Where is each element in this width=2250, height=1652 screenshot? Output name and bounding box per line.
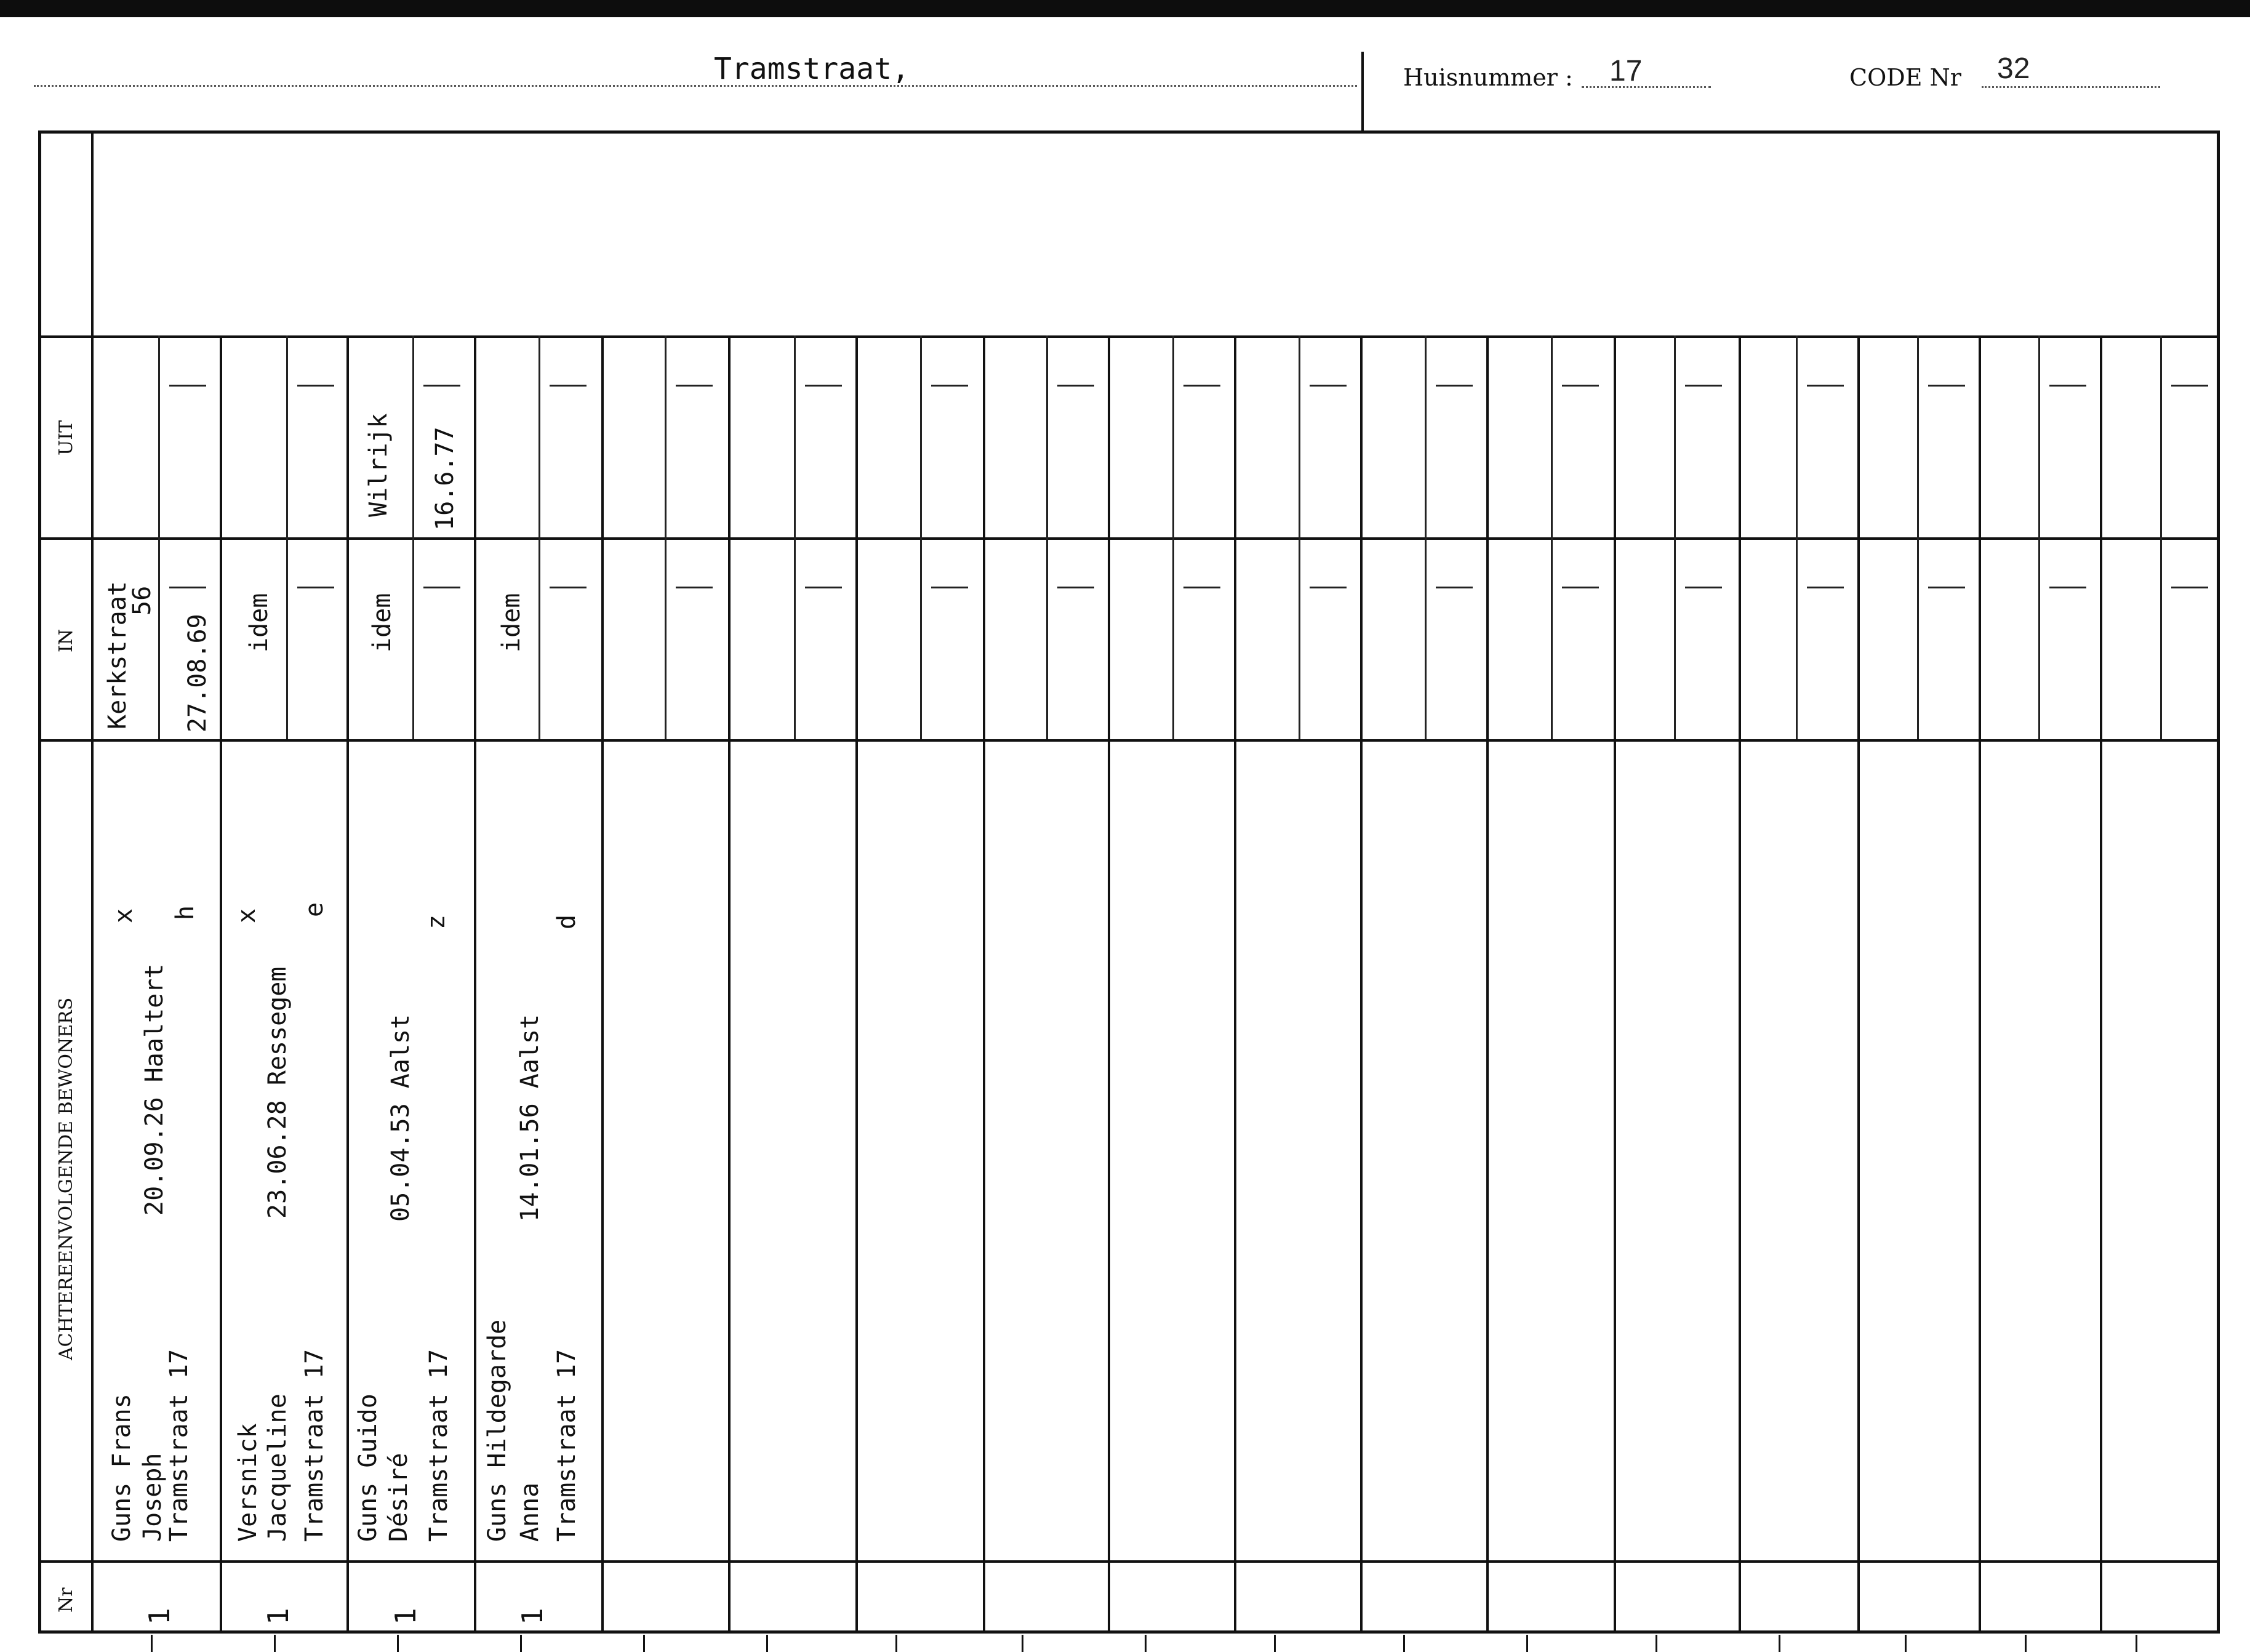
subcolumn-divider bbox=[286, 537, 288, 739]
empty-field-dash bbox=[1807, 587, 1844, 588]
resident-name-line2: Anna bbox=[516, 1482, 544, 1542]
column-divider bbox=[1857, 335, 1860, 1634]
column-divider bbox=[1486, 335, 1489, 1634]
empty-field-dash bbox=[297, 385, 334, 387]
subcolumn-divider bbox=[2160, 335, 2162, 537]
empty-field-dash bbox=[1685, 587, 1722, 588]
empty-field-dash bbox=[2171, 587, 2208, 588]
bottom-tick bbox=[2025, 1635, 2027, 1652]
column-divider bbox=[346, 335, 349, 1634]
resident-birth: 20.09.26 Haaltert bbox=[140, 963, 169, 1216]
subcolumn-divider bbox=[794, 335, 796, 537]
huisnummer-label: Huisnummer : bbox=[1403, 64, 1573, 91]
subcolumn-divider bbox=[1046, 537, 1048, 739]
resident-name-line2: Jacqueline bbox=[263, 1393, 292, 1542]
column-divider bbox=[1614, 335, 1616, 1634]
empty-field-dash bbox=[1310, 385, 1347, 387]
column-divider bbox=[1360, 335, 1363, 1634]
column-divider bbox=[728, 335, 731, 1634]
label-uit-line bbox=[38, 335, 94, 338]
resident-mark: d bbox=[553, 914, 581, 929]
subcolumn-divider bbox=[1551, 537, 1553, 739]
empty-field-dash bbox=[1310, 587, 1347, 588]
subcolumn-divider bbox=[665, 537, 667, 739]
empty-field-dash bbox=[2171, 385, 2208, 387]
empty-field-dash bbox=[1562, 385, 1599, 387]
bottom-tick bbox=[766, 1635, 768, 1652]
resident-name: Guns Guido bbox=[354, 1393, 382, 1542]
empty-field-dash bbox=[1183, 587, 1220, 588]
empty-field-dash bbox=[1436, 385, 1473, 387]
bewoners-top-line bbox=[91, 739, 2220, 742]
resident-birth: 05.04.53 Aalst bbox=[386, 1014, 415, 1222]
subcolumn-divider bbox=[412, 335, 414, 537]
uit-top-line bbox=[91, 335, 2220, 338]
subcolumn-divider bbox=[920, 335, 922, 537]
empty-field-dash bbox=[1057, 385, 1094, 387]
bottom-tick bbox=[2136, 1635, 2137, 1652]
empty-field-dash bbox=[169, 587, 206, 588]
resident-mark: e bbox=[300, 902, 329, 917]
subcolumn-divider bbox=[412, 537, 414, 739]
bottom-tick bbox=[397, 1635, 399, 1652]
resident-in-place-number: 56 bbox=[128, 585, 156, 615]
resident-mark: x bbox=[110, 908, 138, 923]
subcolumn-divider bbox=[1674, 335, 1676, 537]
empty-field-dash bbox=[550, 385, 587, 387]
resident-uit-date: 16.6.77 bbox=[431, 427, 459, 531]
empty-field-dash bbox=[1057, 587, 1094, 588]
resident-nr: 1 bbox=[516, 1608, 549, 1625]
section-label-bewoners: ACHTEREENVOLGENDE BEWONERS bbox=[55, 997, 77, 1360]
empty-field-dash bbox=[169, 385, 206, 387]
resident-mark: h bbox=[171, 905, 199, 920]
empty-field-dash bbox=[1562, 587, 1599, 588]
subcolumn-divider bbox=[1172, 537, 1174, 739]
label-bewoners-line bbox=[38, 739, 94, 742]
subcolumn-divider bbox=[538, 537, 540, 739]
subcolumn-divider bbox=[2038, 335, 2040, 537]
column-divider bbox=[474, 335, 476, 1634]
empty-field-dash bbox=[931, 385, 968, 387]
bottom-tick bbox=[1274, 1635, 1276, 1652]
empty-field-dash bbox=[550, 587, 587, 588]
code-dotted-line bbox=[1982, 86, 2160, 88]
resident-name-line2: Désiré bbox=[385, 1453, 413, 1542]
bottom-tick bbox=[895, 1635, 897, 1652]
resident-nr: 1 bbox=[389, 1608, 422, 1625]
subcolumn-divider bbox=[1172, 335, 1174, 537]
label-in-line bbox=[38, 537, 94, 540]
huisnummer-dotted-line bbox=[1582, 86, 1711, 88]
resident-mark: x bbox=[233, 908, 261, 923]
bottom-tick bbox=[1655, 1635, 1657, 1652]
resident-in-place: idem bbox=[245, 593, 273, 652]
empty-field-dash bbox=[676, 587, 713, 588]
empty-field-dash bbox=[1928, 587, 1965, 588]
resident-address: Tramstraat 17 bbox=[425, 1349, 453, 1542]
huisnummer-value: 17 bbox=[1609, 55, 1643, 87]
column-divider bbox=[1108, 335, 1110, 1634]
empty-field-dash bbox=[2049, 587, 2086, 588]
column-divider bbox=[1979, 335, 1981, 1634]
subcolumn-divider bbox=[1674, 537, 1676, 739]
resident-name: Guns Frans bbox=[108, 1393, 136, 1542]
subcolumn-divider bbox=[1917, 335, 1919, 537]
resident-name: Versnick bbox=[234, 1423, 262, 1542]
resident-birth: 23.06.28 Ressegem bbox=[263, 966, 292, 1219]
resident-mark: z bbox=[422, 914, 450, 929]
resident-uit-place: Wilrijk bbox=[364, 413, 393, 517]
section-label-uit: UIT bbox=[55, 420, 77, 455]
resident-nr: 1 bbox=[143, 1608, 176, 1625]
subcolumn-divider bbox=[665, 335, 667, 537]
subcolumn-divider bbox=[920, 537, 922, 739]
code-label: CODE Nr bbox=[1849, 64, 1961, 91]
empty-field-dash bbox=[1436, 587, 1473, 588]
subcolumn-divider bbox=[2038, 537, 2040, 739]
resident-address: Tramstraat 17 bbox=[553, 1349, 581, 1542]
resident-name: Guns Hildegarde bbox=[483, 1319, 511, 1542]
column-divider bbox=[601, 335, 604, 1634]
bottom-tick bbox=[1145, 1635, 1147, 1652]
column-divider bbox=[220, 335, 222, 1634]
column-divider bbox=[855, 335, 858, 1634]
resident-in-place: idem bbox=[497, 593, 526, 652]
empty-field-dash bbox=[2049, 385, 2086, 387]
header-divider bbox=[1361, 52, 1364, 132]
column-divider bbox=[983, 335, 985, 1634]
resident-in-date: 27.08.69 bbox=[183, 614, 212, 732]
bottom-tick bbox=[274, 1635, 276, 1652]
resident-name-line2: Joseph bbox=[138, 1453, 167, 1542]
bottom-tick bbox=[520, 1635, 522, 1652]
resident-in-place: Kerkstraat bbox=[103, 581, 132, 729]
bottom-tick bbox=[1905, 1635, 1907, 1652]
empty-field-dash bbox=[1928, 385, 1965, 387]
subcolumn-divider bbox=[1796, 537, 1798, 739]
bottom-tick bbox=[1403, 1635, 1405, 1652]
nr-top-line bbox=[38, 1560, 2220, 1563]
scan-top-border bbox=[0, 0, 2250, 17]
subcolumn-divider bbox=[1425, 537, 1427, 739]
subcolumn-divider bbox=[1551, 335, 1553, 537]
empty-field-dash bbox=[676, 385, 713, 387]
empty-field-dash bbox=[1685, 385, 1722, 387]
code-value: 32 bbox=[1997, 52, 2030, 85]
resident-address: Tramstraat 17 bbox=[300, 1349, 329, 1542]
bottom-tick bbox=[151, 1635, 153, 1652]
in-top-line bbox=[91, 537, 2220, 540]
empty-field-dash bbox=[805, 385, 842, 387]
resident-in-place: idem bbox=[368, 593, 396, 652]
subcolumn-divider bbox=[158, 335, 160, 537]
section-label-in: IN bbox=[55, 628, 77, 652]
subcolumn-divider bbox=[1299, 335, 1300, 537]
subcolumn-divider bbox=[286, 335, 288, 537]
empty-field-dash bbox=[297, 587, 334, 588]
street-dotted-line bbox=[34, 85, 1357, 87]
column-divider bbox=[1739, 335, 1741, 1634]
subcolumn-divider bbox=[2160, 537, 2162, 739]
subcolumn-divider bbox=[1425, 335, 1427, 537]
subcolumn-divider bbox=[794, 537, 796, 739]
bottom-tick bbox=[1022, 1635, 1023, 1652]
subcolumn-divider bbox=[1796, 335, 1798, 537]
subcolumn-divider bbox=[1046, 335, 1048, 537]
empty-field-dash bbox=[423, 385, 460, 387]
empty-field-dash bbox=[1807, 385, 1844, 387]
subcolumn-divider bbox=[538, 335, 540, 537]
section-label-nr: Nr bbox=[55, 1587, 77, 1613]
empty-field-dash bbox=[931, 587, 968, 588]
bottom-tick bbox=[1526, 1635, 1528, 1652]
empty-field-dash bbox=[1183, 385, 1220, 387]
street-name: Tramstraat, bbox=[714, 52, 910, 86]
resident-nr: 1 bbox=[262, 1608, 295, 1625]
bottom-tick bbox=[1779, 1635, 1780, 1652]
empty-field-dash bbox=[805, 587, 842, 588]
resident-address: Tramstraat 17 bbox=[165, 1349, 193, 1542]
resident-birth: 14.01.56 Aalst bbox=[516, 1014, 544, 1222]
column-divider bbox=[1234, 335, 1236, 1634]
bottom-tick bbox=[643, 1635, 645, 1652]
subcolumn-divider bbox=[1299, 537, 1300, 739]
empty-field-dash bbox=[423, 587, 460, 588]
label-column-divider bbox=[91, 130, 94, 1634]
subcolumn-divider bbox=[158, 537, 160, 739]
column-divider bbox=[2100, 335, 2102, 1634]
subcolumn-divider bbox=[1917, 537, 1919, 739]
